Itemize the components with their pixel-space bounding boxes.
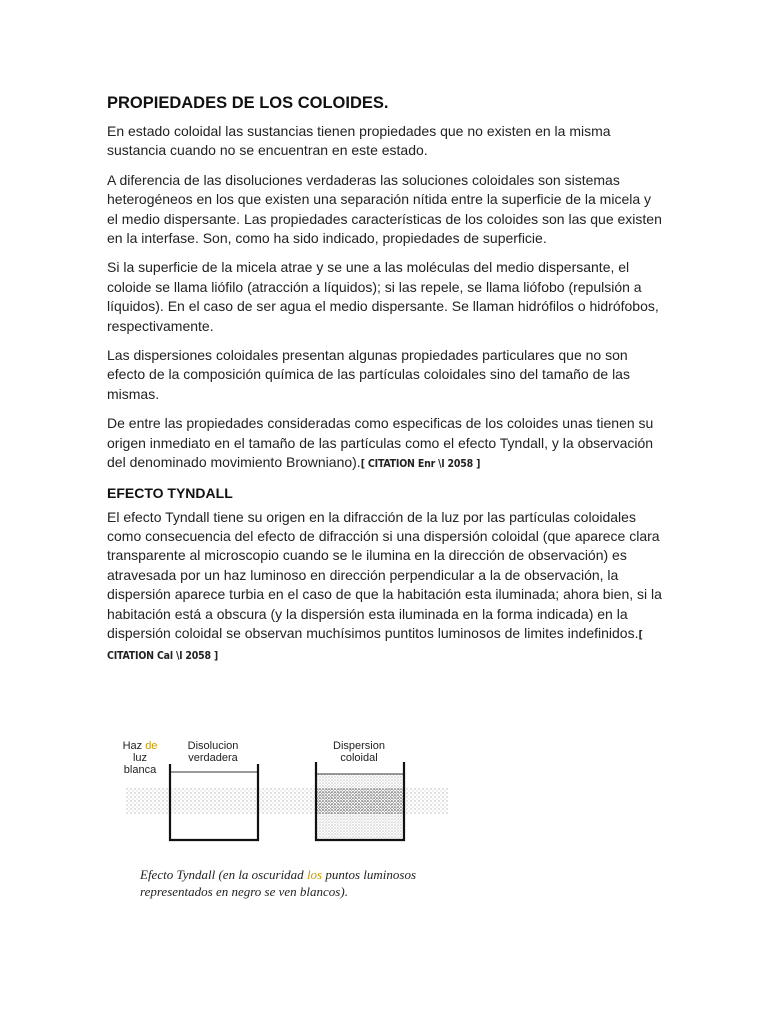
label-disolucion [178, 740, 248, 764]
label-haz-1: Haz [122, 740, 143, 752]
caption-part-1: Efecto Tyndall (en la oscuridad [140, 867, 307, 882]
document-body [107, 94, 663, 677]
paragraph-2: A diferencia de las disoluciones verdaderas las soluciones coloidales son sistemas heterogéneos en los que existen una separación nítida entre la superficie de la micela y el medio dispersante. Las propiedades características de los coloides son las que existen en la interfase. Son, como ha sido indicado, propiedades de superficie. [107, 171, 662, 247]
label-haz-de: de [145, 740, 158, 752]
caption-part-2: puntos luminosos representados en negro se ven blancos). [140, 867, 417, 899]
paragraph-4: Las dispersiones coloidales presentan algunas propiedades particulares que no son efecto de la composición química de las partículas coloidales sino del tamaño de las mismas. [107, 347, 630, 402]
label-haz-3: blanca [123, 764, 157, 776]
citation-cal: [ CITATION Cal \l 2058 ] [107, 628, 643, 663]
label-haz-2: luz [132, 752, 148, 764]
section-title: EFECTO TYNDALL [107, 484, 233, 501]
label-dispersion-1: Dispersion [333, 740, 385, 752]
paragraph-5 [107, 414, 663, 474]
tyndall-diagram [118, 728, 458, 863]
figure-caption [140, 866, 460, 900]
page-title: PROPIEDADES DE LOS COLOIDES. [107, 94, 389, 112]
tyndall-paragraph-text: El efecto Tyndall tiene su origen en la difracción de la luz por las partículas coloidales como consecuencia del efecto de difracción si una dispersión coloidal (que aparece clara transparente al microscopio cuando se le ilumina en la dirección de observación) es atravesada por un haz luminoso en dirección perpendicular a la de observación, la dispersión aparece turbia en el caso de que la habitación esta iluminada; ahora bien, si la habitación está a obscura (y la dispersión esta iluminada en la forma indicada) en la dispersión coloidal se observan muchísimos puntitos luminosos de limites indefinidos. [107, 508, 662, 641]
label-disolucion-2: verdadera [188, 752, 238, 764]
label-dispersion [324, 740, 394, 764]
citation-enr: [ CITATION Enr \l 2058 ] [360, 458, 481, 471]
beaker-2-beam [316, 788, 404, 814]
label-dispersion-2: coloidal [340, 752, 378, 764]
paragraph-3: Si la superficie de la micela atrae y se une a las moléculas del medio dispersante, el coloide se llama liófilo (atracción a líquidos); si las repele, se llama liófobo (repulsión a líquidos). En el caso de ser agua el medio dispersante. Se llaman hidrófilos o hidrófobos, respectivamente. [107, 259, 659, 334]
label-haz-de-luz [118, 740, 162, 776]
paragraph-1: En estado coloidal las sustancias tienen propiedades que no existen en la misma sustancia cuando no se encuentran en este estado. [107, 123, 611, 159]
tyndall-figure [118, 728, 458, 906]
tyndall-paragraph [107, 508, 663, 667]
caption-highlight: los [306, 867, 323, 882]
label-disolucion-1: Disolucion [187, 740, 239, 752]
paragraph-5-text: De entre las propiedades consideradas como especificas de los coloides unas tienen su origen inmediato en el tamaño de las partículas como el efecto Tyndall, y la observación del denominado movimiento Browniano). [107, 415, 654, 471]
